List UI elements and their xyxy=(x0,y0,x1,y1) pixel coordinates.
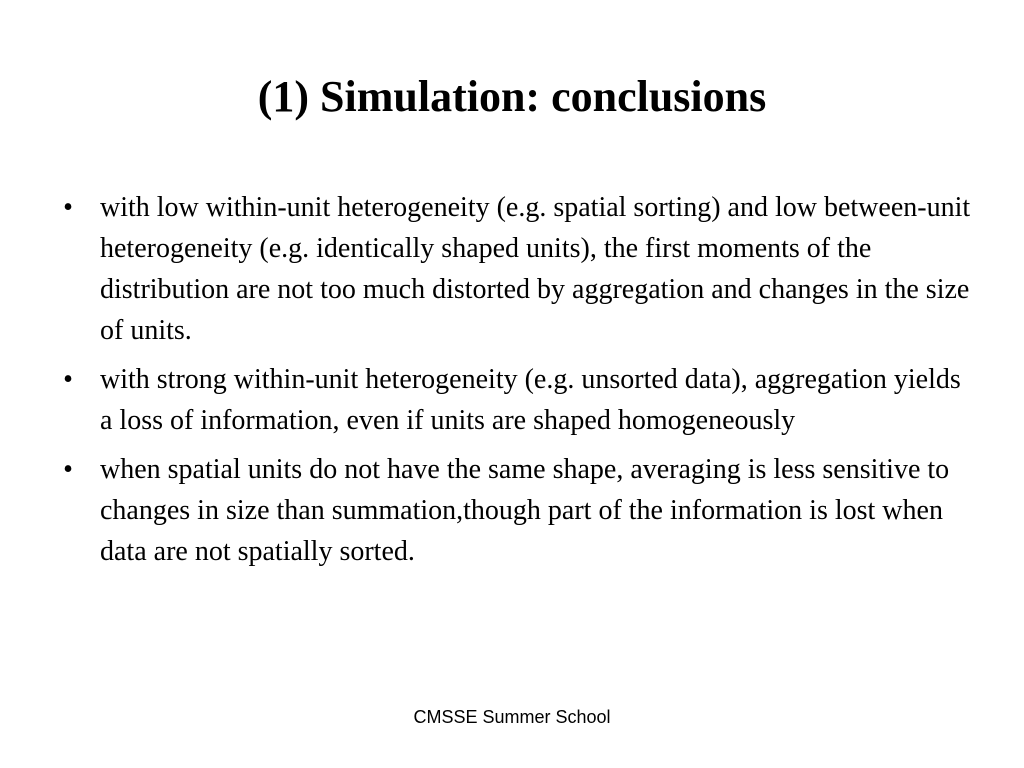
bullet-text: with low within-unit heterogeneity (e.g. spatial sorting) and low between-unit heterogeneity (e.g. identically shaped units), the first moments of the distribution are not too much distorted by aggregation and changes in the size of units. xyxy=(100,192,971,346)
bullet-text: with strong within-unit heterogeneity (e.g. unsorted data), aggregation yields a loss of information, even if units are shaped homogeneously xyxy=(100,364,961,436)
bullet-marker: • xyxy=(63,454,73,485)
bullet-text: when spatial units do not have the same shape, averaging is less sensitive to changes in size than summation,though part of the information is lost when data are not spatially sorted. xyxy=(100,454,950,567)
bullet-item xyxy=(58,449,973,572)
bullet-item xyxy=(58,359,973,441)
bullet-marker: • xyxy=(63,364,73,395)
bullet-list xyxy=(58,187,973,580)
slide-footer: CMSSE Summer School xyxy=(413,707,611,727)
slide-title: (1) Simulation: conclusions xyxy=(257,72,767,121)
bullet-marker: • xyxy=(63,192,73,223)
bullet-item xyxy=(58,187,973,351)
